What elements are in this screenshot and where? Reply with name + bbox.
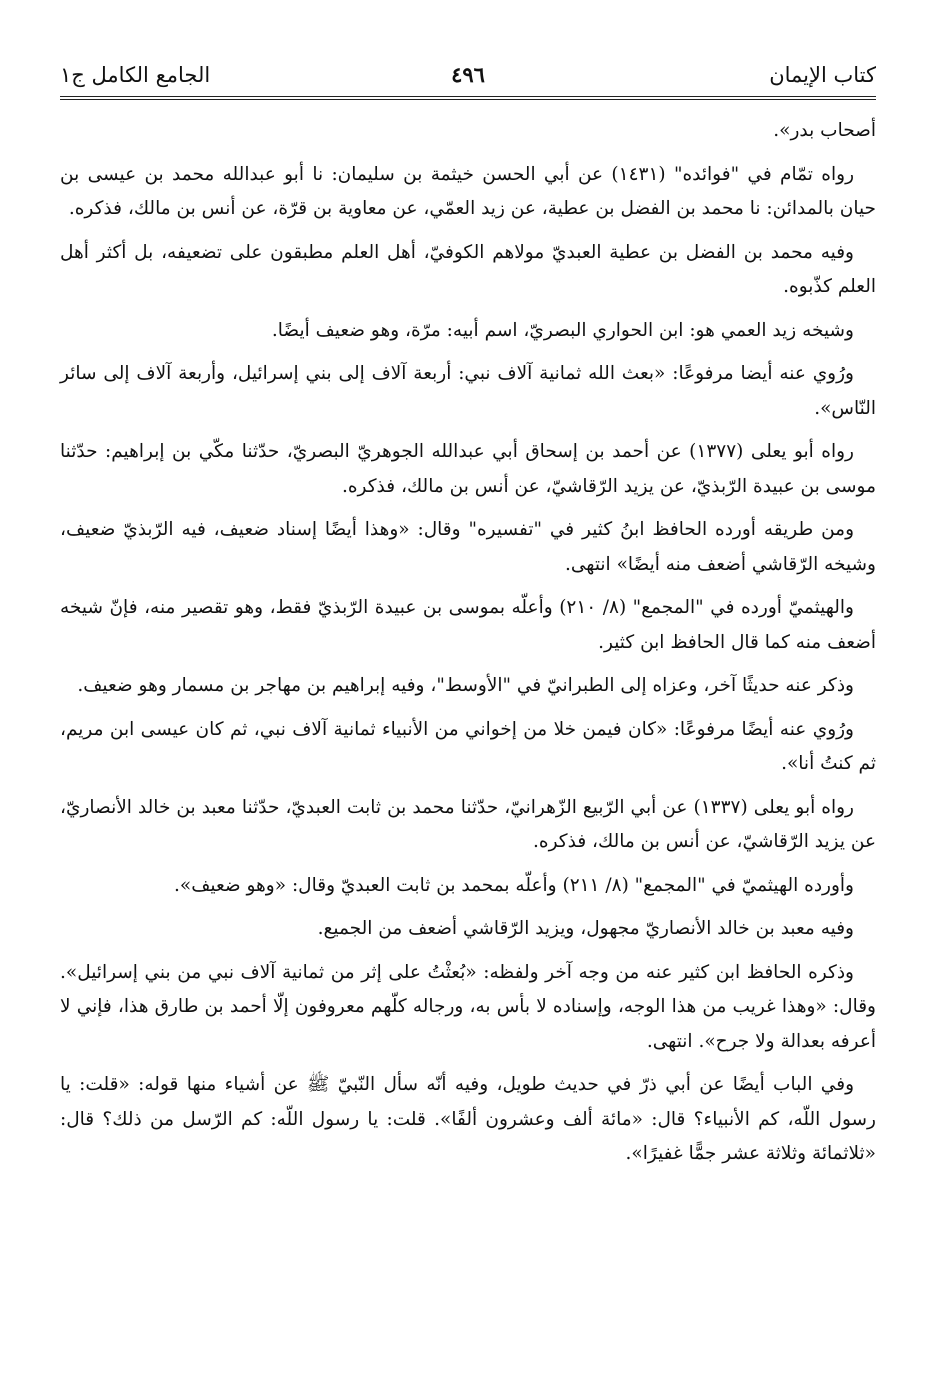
paragraph: وذكر عنه حديثًا آخر، وعزاه إلى الطبرانيّ في "الأوسط"، وفيه إبراهيم بن مهاجر بن مسمار وهو ضعيف. — [77, 675, 854, 696]
running-header — [60, 58, 876, 92]
page-body — [60, 114, 876, 1172]
book-title: كتاب الإيمان — [769, 63, 876, 87]
paragraph: رواه أبو يعلى (١٣٣٧) عن أبي الرّبيع الزّهرانيّ، حدّثنا محمد بن ثابت العبديّ، حدّثنا معبد بن خالد الأنصاريّ، عن يزيد الرّقاشيّ، عن أنس بن مالك، فذكره. — [60, 796, 876, 852]
paragraph: وفيه محمد بن الفضل بن عطية العبديّ مولاهم الكوفيّ، أهل العلم مطبقون على تضعيفه، بل أكثر أهل العلم كذّبوه. — [60, 241, 876, 297]
paragraph: وفي الباب أيضًا عن أبي ذرّ في حديث طويل، وفيه أنّه سأل النّبيّ ﷺ عن أشياء منها قوله: «قلت: يا رسول اللّه، كم الأنبياء؟ قال: «مائة ألف وعشرون ألفًا». قلت: يا رسول اللّه: كم الرّسل من ذلك؟ قال: «ثلاثمائة وثلاثة عشر جمًّا غفيرًا». — [60, 1074, 876, 1164]
paragraph: رواه تمّام في "فوائده" (١٤٣١) عن أبي الحسن خيثمة بن سليمان: نا أبو عبدالله محمد بن عيسى بن حيان بالمدائن: نا محمد بن الفضل بن عطية، عن زيد العمّي، عن معاوية بن قرّة، عن أنس بن مالك، فذكره. — [60, 163, 876, 219]
paragraph: وفيه معبد بن خالد الأنصاريّ مجهول، ويزيد الرّقاشي أضعف من الجميع. — [317, 918, 854, 939]
header-rule — [60, 96, 876, 100]
paragraph: وأورده الهيثميّ في "المجمع" (٨/ ٢١١) وأعلّه بمحمد بن ثابت العبديّ وقال: «وهو ضعيف». — [174, 874, 854, 896]
book-page — [60, 58, 876, 1333]
paragraph: ومن طريقه أورده الحافظ ابنُ كثير في "تفسيره" وقال: «وهذا أيضًا إسناد ضعيف، فيه الرّبذيّ ضعيف، وشيخه الرّقاشي أضعف منه أيضًا» انتهى. — [60, 519, 876, 575]
paragraph: ورُوي عنه أيضًا مرفوعًا: «كان فيمن خلا من إخواني من الأنبياء ثمانية آلاف نبي، ثم كان عيسى ابن مريم، ثم كنتُ أنا». — [60, 718, 876, 774]
paragraph: والهيثميّ أورده في "المجمع" (٨/ ٢١٠) وأعلّه بموسى بن عبيدة الرّبذيّ فقط، وهو تقصير منه، فإنّ شيخه أضعف منه كما قال الحافظ ابن كثير. — [60, 597, 876, 653]
paragraph: أصحاب بدر». — [773, 120, 876, 141]
paragraph: ورُوي عنه أيضا مرفوعًا: «بعث الله ثمانية آلاف نبي: أربعة آلاف إلى بني إسرائيل، وأربعة آلاف إلى سائر النّاس». — [60, 363, 876, 419]
collection-title: الجامع الكامل ج١ — [60, 63, 211, 87]
paragraph: وشيخه زيد العمي هو: ابن الحواري البصريّ، اسم أبيه: مرّة، وهو ضعيف أيضًا. — [271, 319, 854, 341]
paragraph: وذكره الحافظ ابن كثير عنه من وجه آخر ولفظه: «بُعثْتُ على إثر من ثمانية آلاف نبي من بني إسرائيل». وقال: «وهذا غريب من هذا الوجه، وإسناده لا بأس به، ورجاله كلّهم معروفون إلّا أحمد بن طارق هذا، فإني لا أعرفه بعدالة ولا جرح». انتهى. — [60, 961, 876, 1052]
page-number: ٤٩٦ — [451, 62, 485, 87]
paragraph: رواه أبو يعلى (١٣٧٧) عن أحمد بن إسحاق أبي عبدالله الجوهريّ البصريّ، حدّثنا مكّي بن إبراهيم: حدّثنا موسى بن عبيدة الرّبذيّ، عن يزيد الرّقاشيّ، عن أنس بن مالك، فذكره. — [60, 441, 876, 497]
